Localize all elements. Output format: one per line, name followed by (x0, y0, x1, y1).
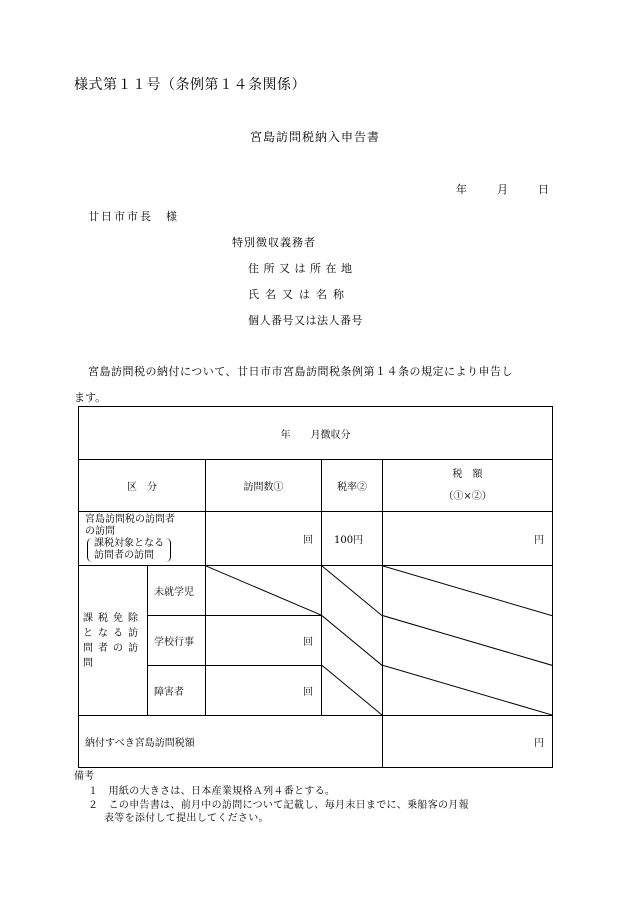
form-number: 様式第１１号（条例第１４条関係） (74, 77, 306, 93)
notes-heading: 備考 (74, 771, 94, 782)
taxable-rate-value: 100円 (322, 512, 383, 566)
taxable-bracket-note (87, 538, 171, 562)
exempt-rate-diagonal (322, 566, 383, 716)
rate-header: 税率② (322, 460, 383, 512)
visits-header: 訪問数① (206, 460, 322, 512)
diagonal-slash-icon (206, 566, 321, 615)
taxable-visits-input[interactable]: 回 (206, 512, 322, 566)
taxable-label-line2: の訪問 (85, 526, 115, 537)
taxable-amount-input[interactable]: 円 (383, 512, 553, 566)
exempt-row-label-preschool: 未就学児 (148, 566, 206, 616)
collector-label: 特別徴収義務者 (232, 236, 316, 249)
addressee: 廿日市市長 様 (88, 210, 179, 223)
declaration-text-line1: 宮島訪問税の納付について、廿日市市宮島訪問税条例第１４条の規定により申告し (88, 365, 514, 378)
exempt-amount-diagonal (383, 566, 553, 716)
bracket-line1: 課税対象となる (94, 538, 164, 549)
exempt-row-label-school-event: 学校行事 (148, 616, 206, 666)
exempt-visit-label: 課税免除となる訪問者の訪問 (79, 566, 148, 716)
taxable-visit-label (79, 512, 206, 566)
total-tax-label: 納付すべき宮島訪問税額 (79, 716, 383, 768)
date-line (456, 181, 549, 197)
note-2-continued: 表等を添付して提出してください。 (104, 813, 269, 824)
category-header: 区 分 (79, 460, 206, 512)
declaration-text-line2: ます。 (74, 391, 107, 404)
disabled-visits-input[interactable]: 回 (206, 666, 322, 716)
tax-declaration-table (78, 406, 553, 768)
preschool-visits-diagonal (206, 566, 322, 616)
note-1: １ 用紙の大きさは、日本産業規格Ａ列４番とする。 (88, 786, 336, 797)
amount-header (383, 460, 553, 512)
diagonal-slash-icon (322, 566, 382, 715)
taxable-label-line1: 宮島訪問税の訪問者 (85, 514, 175, 525)
bracket-line2: 訪問者の訪問 (94, 550, 154, 561)
diagonal-slash-icon (383, 566, 552, 715)
note-2: ２ この申告書は、前月中の訪問について記載し、毎月末日までに、乗船客の月報 (88, 800, 469, 811)
name-field-label: 氏名又は名称 (248, 288, 350, 301)
exempt-row-label-disabled: 障害者 (148, 666, 206, 716)
date-year-label: 年 (456, 183, 467, 196)
school-event-visits-input[interactable]: 回 (206, 616, 322, 666)
id-number-field-label: 個人番号又は法人番号 (248, 314, 363, 327)
amount-header-line2: （①×②） (443, 490, 492, 502)
total-tax-input[interactable]: 円 (383, 716, 553, 768)
period-cell: 年 月徴収分 (79, 407, 553, 460)
address-field-label: 住所又は所在地 (248, 262, 357, 275)
date-day-label: 日 (538, 183, 549, 196)
date-month-label: 月 (497, 183, 508, 196)
document-title: 宮島訪問税納入申告書 (249, 130, 380, 144)
amount-header-line1: 税 額 (452, 468, 483, 480)
